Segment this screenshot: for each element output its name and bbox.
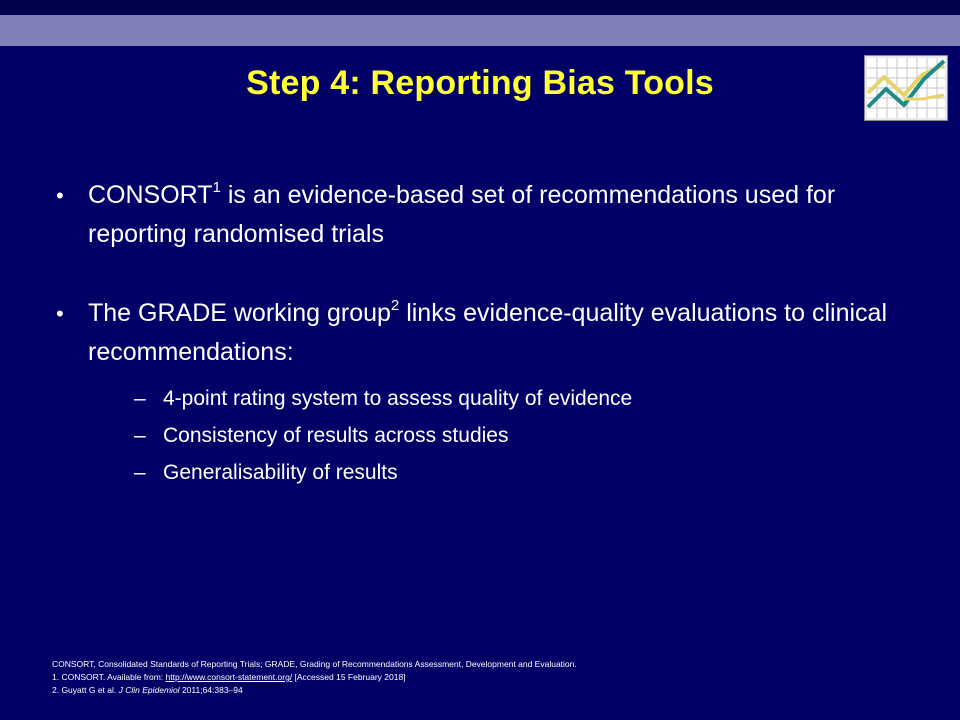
bullet-text-pre: The GRADE working group — [88, 299, 391, 327]
reference-1 — [52, 671, 577, 684]
bullet-text-post: links evidence-quality evaluations to clinical recommendations: — [88, 299, 888, 366]
bullet-text-post: is an evidence-based set of recommendations used for reporting randomised trials — [88, 181, 836, 248]
sub-bullet-text: 4-point rating system to assess quality of evidence — [163, 387, 633, 410]
sub-bullet-list — [88, 380, 936, 491]
sub-bullet-marker: – — [134, 424, 146, 447]
sub-bullet-marker: – — [134, 387, 146, 410]
slide-title: Step 4: Reporting Bias Tools — [246, 64, 714, 102]
sub-bullet-item — [88, 380, 936, 417]
bullet-marker: • — [56, 301, 64, 326]
bullet-grade — [56, 294, 936, 491]
sub-bullet-text: Generalisability of results — [163, 461, 398, 484]
reference-2-suffix: 2011;64:383–94 — [179, 685, 243, 695]
sub-bullet-item — [88, 417, 936, 454]
bullet-text-pre: CONSORT — [88, 181, 213, 209]
bullet-consort — [56, 176, 936, 254]
sub-bullet-item — [88, 454, 936, 491]
reference-2 — [52, 684, 577, 697]
sub-bullet-marker: – — [134, 461, 146, 484]
bullet-marker: • — [56, 183, 64, 208]
abbreviations-note: CONSORT, Consolidated Standards of Reporting Trials; GRADE, Grading of Recommendations Assessment, Development and Evaluation. — [52, 659, 577, 669]
bullet-list — [56, 176, 936, 491]
reference-2-prefix: 2. Guyatt G et al. — [52, 685, 119, 695]
reference-superscript: 2 — [390, 297, 400, 314]
header-bar — [0, 15, 960, 46]
footnotes — [52, 658, 577, 697]
reference-1-suffix: [Accessed 15 February 2018] — [292, 672, 406, 682]
consort-link[interactable]: http://www.consort-statement.org/ — [165, 672, 293, 682]
line-chart-icon — [864, 55, 948, 121]
journal-name: J Clin Epidemiol — [118, 685, 180, 695]
top-band — [0, 0, 960, 15]
sub-bullet-text: Consistency of results across studies — [163, 424, 509, 447]
reference-1-prefix: 1. CONSORT. Available from: — [52, 672, 166, 682]
reference-superscript: 1 — [212, 179, 221, 196]
